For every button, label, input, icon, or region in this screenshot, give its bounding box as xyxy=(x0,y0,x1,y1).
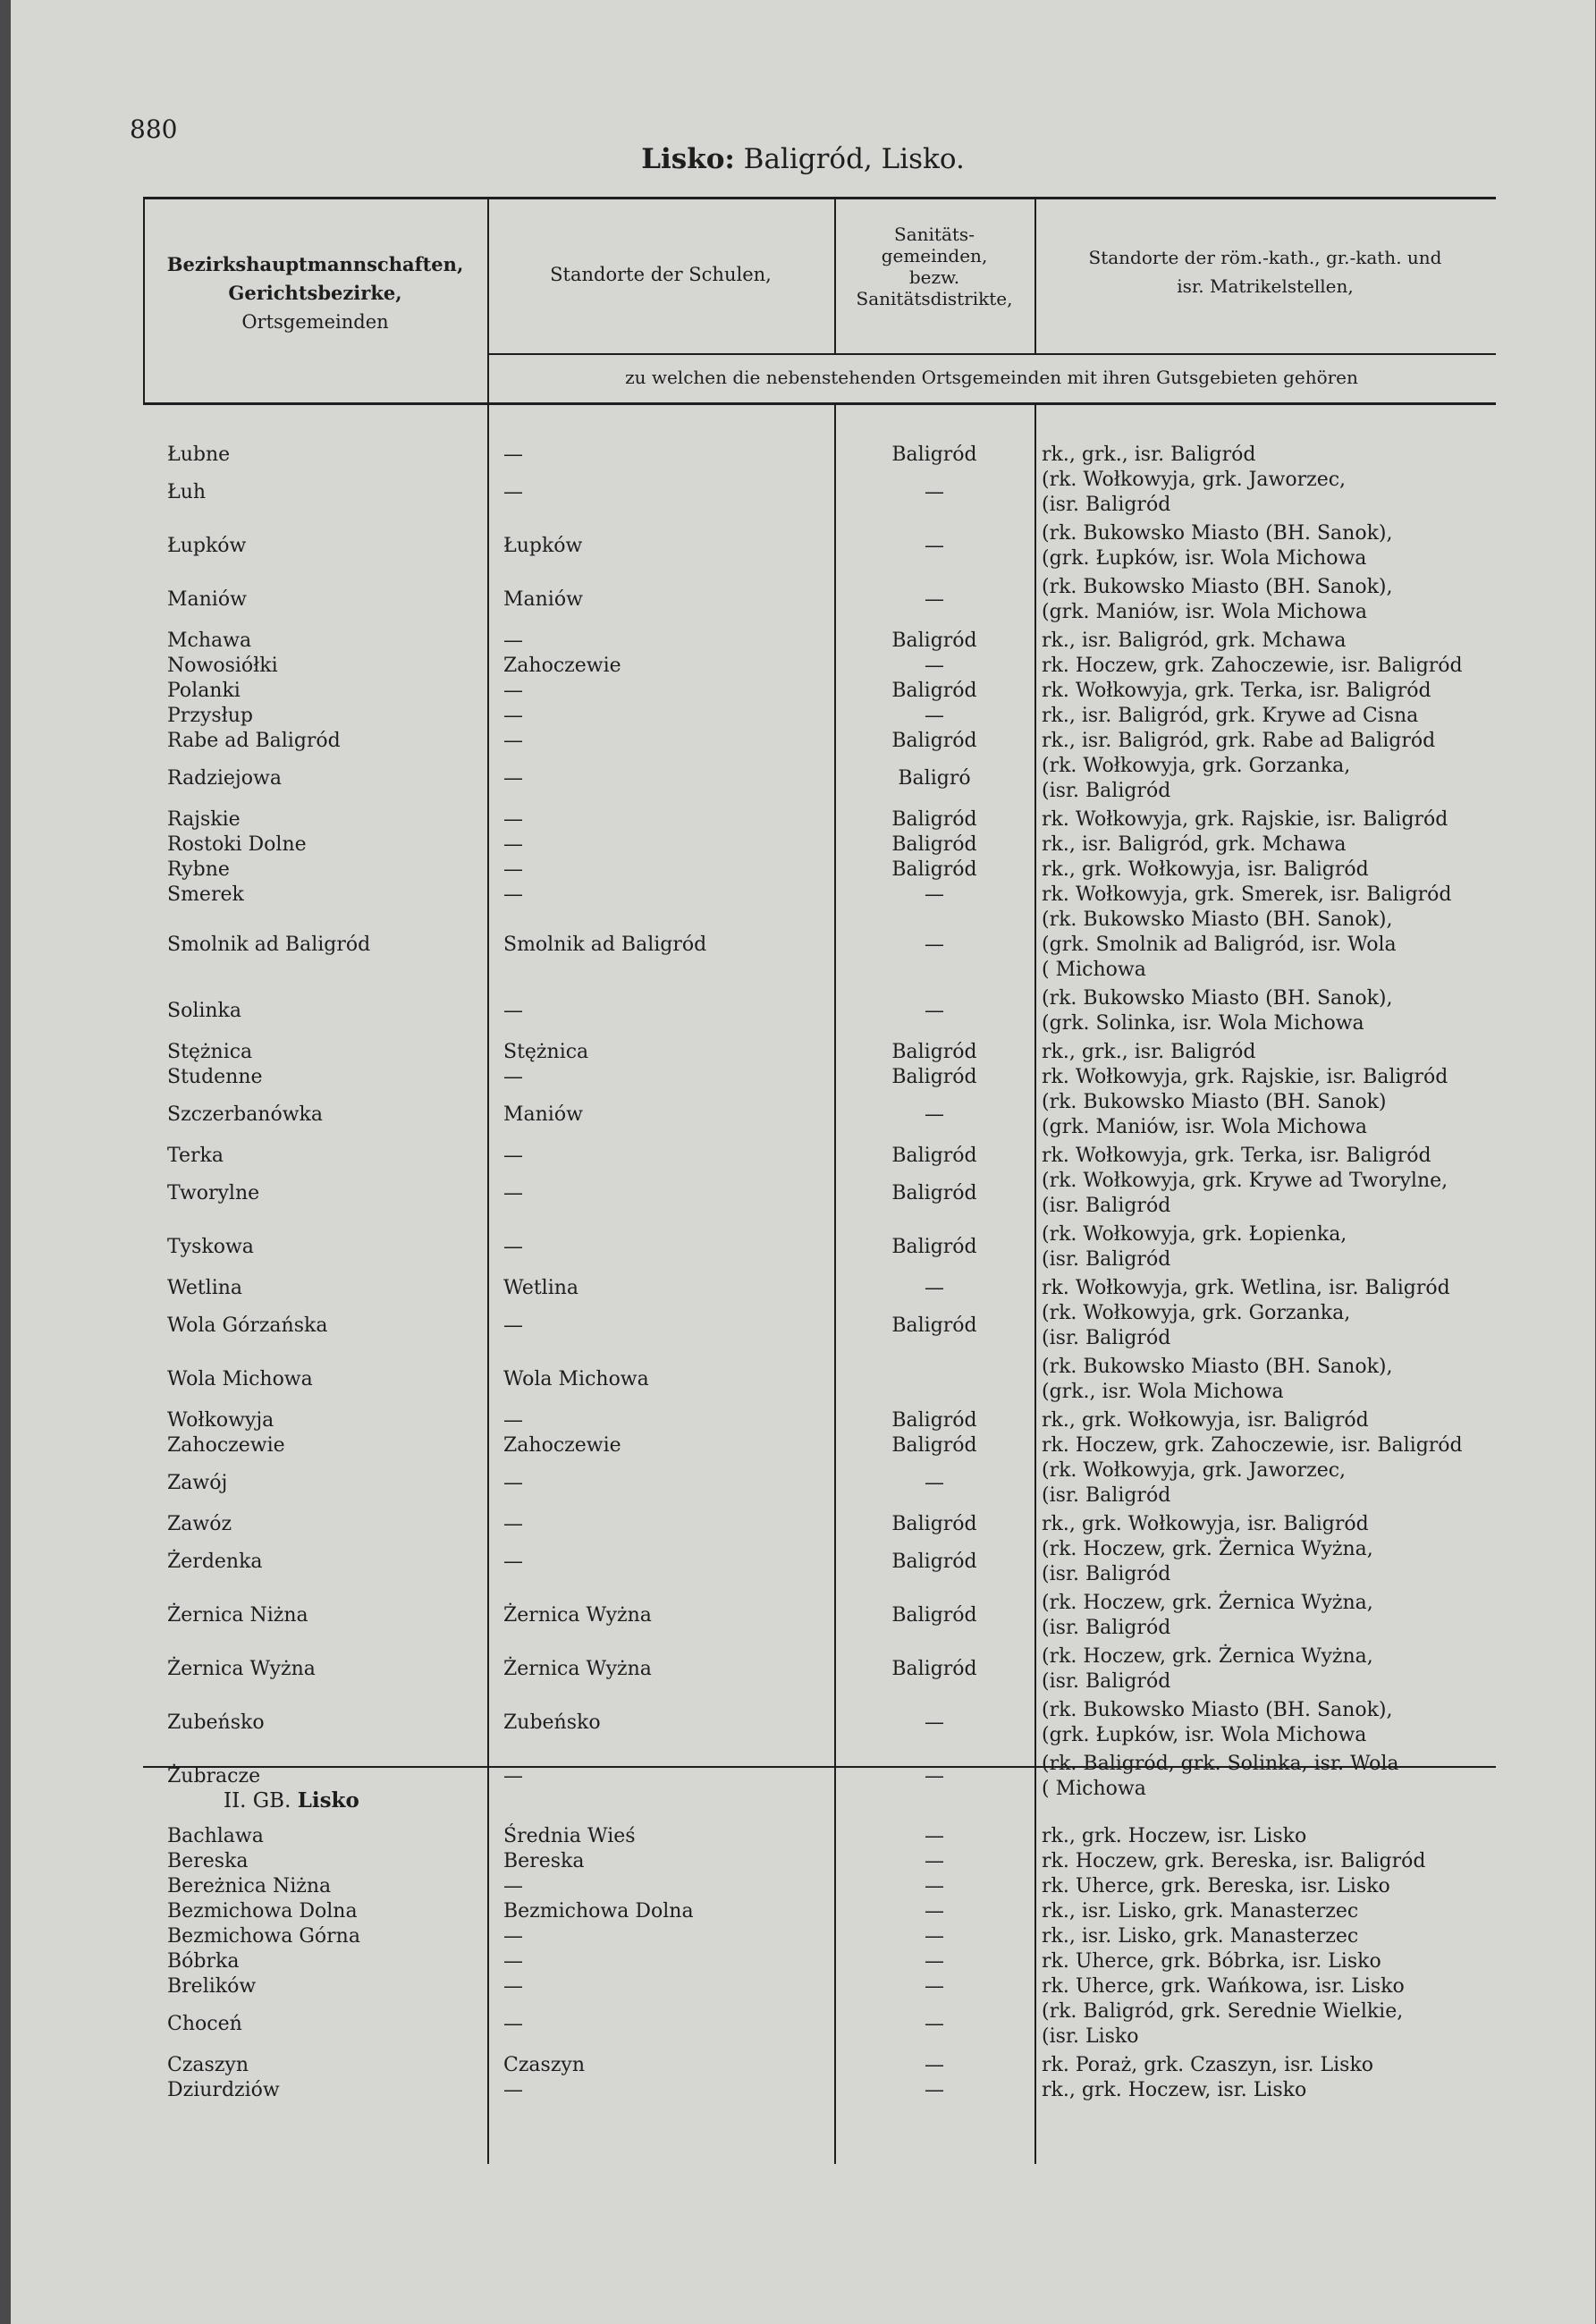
table-row xyxy=(143,1144,1496,1169)
table-row xyxy=(143,1222,1496,1276)
matrikel-line: (rk. Hoczew, grk. Żernica Wyżna, xyxy=(1042,1538,1373,1560)
sanitaet-cell: Baligród xyxy=(891,1513,977,1535)
ortsgemeinde-cell: Łuh xyxy=(167,481,207,503)
table-row xyxy=(143,1276,1496,1301)
sanitaet-cell: Baligród xyxy=(891,680,977,702)
table-row xyxy=(143,1433,1496,1458)
table-row xyxy=(143,1537,1496,1591)
table-top-rule xyxy=(143,197,1496,199)
sanitaet-cell: Baligród xyxy=(891,1551,977,1573)
ortsgemeinde-cell: Radziejowa xyxy=(167,767,282,790)
ortsgemeinde-cell: Wola Górzańska xyxy=(167,1314,328,1337)
schule-cell: Średnia Wieś xyxy=(503,1825,636,1847)
schule-cell: — xyxy=(503,1975,523,1998)
matrikel-line: (rk. Bukowsko Miasto (BH. Sanok), xyxy=(1042,987,1393,1010)
sanitaet-cell: Baligród xyxy=(891,1236,977,1258)
matrikel-line: rk. Wołkowyja, grk. Rajskie, isr. Baligród xyxy=(1042,1066,1448,1088)
schule-cell: — xyxy=(503,1314,523,1337)
group-title xyxy=(143,1779,1496,1824)
table xyxy=(143,197,1496,2164)
matrikel-line: (rk. Wołkowyja, grk. Jaworzec, xyxy=(1042,1459,1347,1482)
matrikel-line: (rk. Hoczew, grk. Żernica Wyżna, xyxy=(1042,1645,1373,1668)
sanitaet-cell: — xyxy=(925,1900,944,1923)
header-matrikel xyxy=(1034,243,1496,300)
table-row xyxy=(143,704,1496,729)
table-row xyxy=(143,1040,1496,1065)
table-row xyxy=(143,1899,1496,1924)
header-sanitaet-line-1: Sanitäts- xyxy=(894,224,975,245)
schule-cell: Zahoczewie xyxy=(503,655,621,677)
ortsgemeinde-cell: Terka xyxy=(167,1145,224,1167)
schule-cell: — xyxy=(503,1765,523,1787)
ortsgemeinde-cell: Wołkowyja xyxy=(167,1409,274,1432)
ortsgemeinde-cell: Żernica Niżna xyxy=(167,1604,308,1627)
schule-cell: — xyxy=(503,808,523,831)
matrikel-line: (isr. Baligród xyxy=(1042,1327,1171,1349)
schule-cell: Czaszyn xyxy=(503,2054,586,2076)
ortsgemeinde-cell: Tyskowa xyxy=(167,1236,254,1258)
header-bezirk xyxy=(143,250,487,336)
ortsgemeinde-cell: Choceń xyxy=(167,2013,242,2035)
schule-cell: — xyxy=(503,2079,523,2101)
rows-group-1 xyxy=(143,443,1496,1805)
ortsgemeinde-cell: Brelików xyxy=(167,1975,257,1998)
schule-cell: Stężnica xyxy=(503,1041,589,1063)
matrikel-line: rk., grk. Wołkowyja, isr. Baligród xyxy=(1042,858,1369,881)
matrikel-line: rk. Wołkowyja, grk. Rajskie, isr. Baligród xyxy=(1042,808,1448,831)
table-row xyxy=(143,1065,1496,1090)
schule-cell: — xyxy=(503,1000,523,1022)
ortsgemeinde-cell: Studenne xyxy=(167,1066,263,1088)
sanitaet-cell: — xyxy=(925,535,944,557)
matrikel-line: rk. Hoczew, grk. Zahoczewie, isr. Baligród xyxy=(1042,1434,1463,1457)
ortsgemeinde-cell: Rajskie xyxy=(167,808,241,831)
table-row xyxy=(143,575,1496,629)
sanitaet-cell: Baligród xyxy=(891,1145,977,1167)
matrikel-line: rk. Wołkowyja, grk. Smerek, isr. Baligród xyxy=(1042,883,1452,906)
schule-cell: Smolnik ad Baligród xyxy=(503,934,707,956)
schule-cell: — xyxy=(503,1182,523,1204)
table-row xyxy=(143,754,1496,807)
ortsgemeinde-cell: Bachlawa xyxy=(167,1825,264,1847)
header-bezirk-line-3: Ortsgemeinden xyxy=(241,311,389,333)
sanitaet-cell: — xyxy=(925,1277,944,1299)
sanitaet-cell: Baligród xyxy=(891,833,977,856)
schule-cell: Żernica Wyżna xyxy=(503,1658,652,1680)
ortsgemeinde-cell: Żubracze xyxy=(167,1765,261,1787)
ortsgemeinde-cell: Bereska xyxy=(167,1850,249,1872)
matrikel-line: (grk. Łupków, isr. Wola Michowa xyxy=(1042,1724,1367,1746)
schule-cell: — xyxy=(503,730,523,752)
matrikel-line: (grk. Solinka, isr. Wola Michowa xyxy=(1042,1012,1364,1035)
matrikel-line: (isr. Baligród xyxy=(1042,494,1171,516)
sanitaet-cell: Baligród xyxy=(891,858,977,881)
ortsgemeinde-cell: Zawóz xyxy=(167,1513,232,1535)
matrikel-line: (rk. Bukowsko Miasto (BH. Sanok), xyxy=(1042,576,1393,598)
table-row xyxy=(143,1849,1496,1874)
ortsgemeinde-cell: Przysłup xyxy=(167,705,254,727)
matrikel-line: (isr. Baligród xyxy=(1042,780,1171,802)
sanitaet-cell: — xyxy=(925,883,944,906)
sanitaet-cell: — xyxy=(925,1850,944,1872)
table-row xyxy=(143,883,1496,908)
ortsgemeinde-cell: Rostoki Dolne xyxy=(167,833,307,856)
matrikel-line: rk., grk. Hoczew, isr. Lisko xyxy=(1042,1825,1307,1847)
ortsgemeinde-cell: Łubne xyxy=(167,444,231,466)
header-span-note: zu welchen die nebenstehenden Ortsgemeinden mit ihren Gutsgebieten gehören xyxy=(625,367,1358,388)
sanitaet-cell: Baligró xyxy=(898,767,971,790)
table-row xyxy=(143,1874,1496,1899)
matrikel-line: rk. Poraż, grk. Czaszyn, isr. Lisko xyxy=(1042,2054,1374,2076)
ortsgemeinde-cell: Mchawa xyxy=(167,630,252,652)
header-matrikel-line-2: isr. Matrikelstellen, xyxy=(1177,275,1354,297)
group-2-rows xyxy=(143,1824,1496,2103)
matrikel-line: (rk. Wołkowyja, grk. Jaworzec, xyxy=(1042,469,1347,491)
sanitaet-cell: — xyxy=(925,655,944,677)
matrikel-line: rk., isr. Baligród, grk. Mchawa xyxy=(1042,833,1347,856)
schule-cell: Zubeńsko xyxy=(503,1711,601,1734)
sanitaet-cell: Baligród xyxy=(891,1604,977,1627)
page-number: 880 xyxy=(130,114,178,144)
ortsgemeinde-cell: Rabe ad Baligród xyxy=(167,730,341,752)
sanitaet-cell: — xyxy=(925,1950,944,1973)
sanitaet-cell: — xyxy=(925,588,944,611)
table-row xyxy=(143,1591,1496,1644)
matrikel-line: (rk. Bukowsko Miasto (BH. Sanok), xyxy=(1042,1356,1393,1378)
table-row xyxy=(143,521,1496,575)
schule-cell: — xyxy=(503,883,523,906)
matrikel-line: (rk. Hoczew, grk. Żernica Wyżna, xyxy=(1042,1592,1373,1614)
matrikel-line: (isr. Baligród xyxy=(1042,1563,1171,1585)
schule-cell: Wola Michowa xyxy=(503,1368,649,1390)
sanitaet-cell: — xyxy=(925,1765,944,1787)
schule-cell: — xyxy=(503,1513,523,1535)
table-row xyxy=(143,1355,1496,1408)
title-rest: Baligród, Lisko. xyxy=(734,143,965,175)
header-sanitaet-line-2: gemeinden, xyxy=(881,245,988,266)
table-row xyxy=(143,729,1496,754)
matrikel-line: ( Michowa xyxy=(1042,1778,1146,1800)
matrikel-line: (rk. Wołkowyja, grk. Łopienka, xyxy=(1042,1223,1347,1246)
ortsgemeinde-cell: Żernica Wyżna xyxy=(167,1658,316,1680)
sanitaet-cell: Baligród xyxy=(891,1041,977,1063)
schule-cell: — xyxy=(503,444,523,466)
table-row xyxy=(143,986,1496,1040)
sanitaet-cell: — xyxy=(925,1975,944,1998)
matrikel-line: (rk. Wołkowyja, grk. Gorzanka, xyxy=(1042,755,1351,777)
ortsgemeinde-cell: Zubeńsko xyxy=(167,1711,265,1734)
matrikel-line: rk., grk., isr. Baligród xyxy=(1042,444,1256,466)
sanitaet-cell: Baligród xyxy=(891,1434,977,1457)
matrikel-line: rk. Uherce, grk. Bóbrka, isr. Lisko xyxy=(1042,1950,1381,1973)
ortsgemeinde-cell: Zawój xyxy=(167,1472,228,1494)
ortsgemeinde-cell: Maniów xyxy=(167,588,247,611)
schule-cell: Maniów xyxy=(503,1103,583,1126)
table-row xyxy=(143,832,1496,858)
schule-cell: — xyxy=(503,767,523,790)
ortsgemeinde-cell: Bóbrka xyxy=(167,1950,240,1973)
schule-cell: Bereska xyxy=(503,1850,585,1872)
matrikel-line: (grk. Łupków, isr. Wola Michowa xyxy=(1042,547,1367,570)
table-row xyxy=(143,1090,1496,1144)
sanitaet-cell: — xyxy=(925,2079,944,2101)
table-row xyxy=(143,1301,1496,1355)
matrikel-line: rk., grk. Wołkowyja, isr. Baligród xyxy=(1042,1409,1369,1432)
ortsgemeinde-cell: Rybne xyxy=(167,858,230,881)
table-row xyxy=(143,1974,1496,1999)
sanitaet-cell: Baligród xyxy=(891,1314,977,1337)
schule-cell: — xyxy=(503,858,523,881)
sanitaet-cell: Baligród xyxy=(891,808,977,831)
sanitaet-cell: Baligród xyxy=(891,444,977,466)
schule-cell: — xyxy=(503,1066,523,1088)
document-page xyxy=(11,0,1595,2324)
matrikel-line: (rk. Wołkowyja, grk. Krywe ad Tworylne, xyxy=(1042,1170,1448,1192)
table-row xyxy=(143,1949,1496,1974)
schule-cell: Zahoczewie xyxy=(503,1434,621,1457)
matrikel-line: rk., isr. Baligród, grk. Rabe ad Baligród xyxy=(1042,730,1436,752)
sanitaet-cell: — xyxy=(925,481,944,503)
matrikel-line: (grk. Maniów, isr. Wola Michowa xyxy=(1042,1116,1367,1138)
schule-cell: — xyxy=(503,630,523,652)
schule-cell: Maniów xyxy=(503,588,583,611)
matrikel-line: rk. Wołkowyja, grk. Wetlina, isr. Baligród xyxy=(1042,1277,1450,1299)
matrikel-line: (grk., isr. Wola Michowa xyxy=(1042,1381,1284,1403)
matrikel-line: rk., grk. Wołkowyja, isr. Baligród xyxy=(1042,1513,1369,1535)
rows-group-2 xyxy=(143,1779,1496,2103)
matrikel-line: rk. Wołkowyja, grk. Terka, isr. Baligród xyxy=(1042,1145,1431,1167)
sanitaet-cell: — xyxy=(925,1000,944,1022)
schule-cell: Wetlina xyxy=(503,1277,579,1299)
ortsgemeinde-cell: Żerdenka xyxy=(167,1551,263,1573)
table-row xyxy=(143,1169,1496,1222)
schule-cell: — xyxy=(503,1950,523,1973)
table-row xyxy=(143,1924,1496,1949)
sanitaet-cell: — xyxy=(925,1472,944,1494)
header-schulen: Standorte der Schulen, xyxy=(550,264,772,285)
matrikel-line: (isr. Baligród xyxy=(1042,1670,1171,1693)
table-row xyxy=(143,807,1496,832)
matrikel-line: (grk. Smolnik ad Baligród, isr. Wola xyxy=(1042,934,1397,956)
ortsgemeinde-cell: Stężnica xyxy=(167,1041,253,1063)
schule-cell: — xyxy=(503,1236,523,1258)
schule-cell: — xyxy=(503,1925,523,1948)
sanitaet-cell: — xyxy=(925,1875,944,1897)
matrikel-line: rk. Hoczew, grk. Bereska, isr. Baligród xyxy=(1042,1850,1426,1872)
matrikel-line: (isr. Lisko xyxy=(1042,2025,1139,2048)
ortsgemeinde-cell: Wetlina xyxy=(167,1277,243,1299)
matrikel-line: (isr. Baligród xyxy=(1042,1248,1171,1271)
matrikel-line: rk., isr. Baligród, grk. Mchawa xyxy=(1042,630,1347,652)
header-sanitaet-line-4: Sanitätsdistrikte, xyxy=(856,288,1013,309)
matrikel-line: ( Michowa xyxy=(1042,959,1146,981)
sanitaet-cell: — xyxy=(925,705,944,727)
matrikel-line: (rk. Wołkowyja, grk. Gorzanka, xyxy=(1042,1302,1351,1324)
sanitaet-cell: — xyxy=(925,1103,944,1126)
ortsgemeinde-cell: Solinka xyxy=(167,1000,242,1022)
sanitaet-cell: Baligród xyxy=(891,1658,977,1680)
table-row xyxy=(143,858,1496,883)
schule-cell: — xyxy=(503,705,523,727)
schule-cell: — xyxy=(503,1551,523,1573)
ortsgemeinde-cell: Polanki xyxy=(167,680,241,702)
matrikel-line: rk., isr. Lisko, grk. Manasterzec xyxy=(1042,1925,1359,1948)
table-row xyxy=(143,1512,1496,1537)
matrikel-line: rk. Uherce, grk. Wańkowa, isr. Lisko xyxy=(1042,1975,1405,1998)
ortsgemeinde-cell: Szczerbanówka xyxy=(167,1103,324,1126)
matrikel-line: rk., isr. Baligród, grk. Krywe ad Cisna xyxy=(1042,705,1419,727)
matrikel-line: rk. Hoczew, grk. Zahoczewie, isr. Baligród xyxy=(1042,655,1463,677)
matrikel-line: rk. Wołkowyja, grk. Terka, isr. Baligród xyxy=(1042,680,1431,702)
table-row xyxy=(143,679,1496,704)
schule-cell: — xyxy=(503,833,523,856)
schule-cell: — xyxy=(503,1875,523,1897)
schule-cell: — xyxy=(503,1472,523,1494)
ortsgemeinde-cell: Łupków xyxy=(167,535,247,557)
ortsgemeinde-cell: Czaszyn xyxy=(167,2054,249,2076)
schule-cell: — xyxy=(503,481,523,503)
matrikel-line: rk., isr. Lisko, grk. Manasterzec xyxy=(1042,1900,1359,1923)
table-row xyxy=(143,908,1496,986)
ortsgemeinde-cell: Smolnik ad Baligród xyxy=(167,934,371,956)
ortsgemeinde-cell: Zahoczewie xyxy=(167,1434,285,1457)
sanitaet-cell: — xyxy=(925,2013,944,2035)
matrikel-line: (rk. Baligród, grk. Serednie Wielkie, xyxy=(1042,2000,1404,2023)
schule-cell: — xyxy=(503,1409,523,1432)
table-row xyxy=(143,1644,1496,1698)
matrikel-line: (rk. Bukowsko Miasto (BH. Sanok) xyxy=(1042,1091,1387,1113)
schule-cell: — xyxy=(503,680,523,702)
sanitaet-cell: Baligród xyxy=(891,730,977,752)
table-row xyxy=(143,2078,1496,2103)
matrikel-line: (rk. Baligród, grk. Solinka, isr. Wola xyxy=(1042,1753,1399,1775)
page-title xyxy=(11,143,1595,175)
table-row xyxy=(143,443,1496,468)
sanitaet-cell: — xyxy=(925,1825,944,1847)
schule-cell: Żernica Wyżna xyxy=(503,1604,652,1627)
table-row xyxy=(143,629,1496,654)
ortsgemeinde-cell: Wola Michowa xyxy=(167,1368,313,1390)
table-row xyxy=(143,1698,1496,1752)
sanitaet-cell: Baligród xyxy=(891,1066,977,1088)
sanitaet-cell: — xyxy=(925,1711,944,1734)
matrikel-line: (rk. Bukowsko Miasto (BH. Sanok), xyxy=(1042,1699,1393,1721)
matrikel-line: (isr. Baligród xyxy=(1042,1195,1171,1217)
table-row xyxy=(143,1824,1496,1849)
ortsgemeinde-cell: Bezmichowa Dolna xyxy=(167,1900,358,1923)
group-title-plain: II. GB. xyxy=(224,1789,298,1813)
schule-cell: Bezmichowa Dolna xyxy=(503,1900,694,1923)
matrikel-line: rk., grk., isr. Baligród xyxy=(1042,1041,1256,1063)
ortsgemeinde-cell: Tworylne xyxy=(167,1182,260,1204)
matrikel-line: (rk. Bukowsko Miasto (BH. Sanok), xyxy=(1042,522,1393,545)
table-row xyxy=(143,2053,1496,2078)
sanitaet-cell: Baligród xyxy=(891,630,977,652)
ortsgemeinde-cell: Smerek xyxy=(167,883,244,906)
header-matrikel-line-1: Standorte der röm.-kath., gr.-kath. und xyxy=(1088,247,1442,268)
header-sanitaet xyxy=(834,224,1034,309)
schule-cell: — xyxy=(503,1145,523,1167)
matrikel-line: (grk. Maniów, isr. Wola Michowa xyxy=(1042,601,1367,623)
schule-cell: — xyxy=(503,2013,523,2035)
schule-cell: Łupków xyxy=(503,535,583,557)
header-bottom-rule xyxy=(143,402,1496,405)
table-row xyxy=(143,1999,1496,2053)
sanitaet-cell: Baligród xyxy=(891,1182,977,1204)
ortsgemeinde-cell: Bezmichowa Górna xyxy=(167,1925,360,1948)
header-sanitaet-line-3: bezw. xyxy=(908,266,960,288)
table-row xyxy=(143,1458,1496,1512)
sanitaet-cell: — xyxy=(925,2054,944,2076)
ortsgemeinde-cell: Dziurdziów xyxy=(167,2079,280,2101)
table-row xyxy=(143,654,1496,679)
ortsgemeinde-cell: Bereżnica Niżna xyxy=(167,1875,332,1897)
matrikel-line: (isr. Baligród xyxy=(1042,1484,1171,1507)
matrikel-line: (isr. Baligród xyxy=(1042,1617,1171,1639)
matrikel-line: rk. Uherce, grk. Bereska, isr. Lisko xyxy=(1042,1875,1390,1897)
sanitaet-cell: — xyxy=(925,1925,944,1948)
table-row xyxy=(143,1408,1496,1433)
matrikel-line: rk., grk. Hoczew, isr. Lisko xyxy=(1042,2079,1307,2101)
matrikel-line: (rk. Bukowsko Miasto (BH. Sanok), xyxy=(1042,908,1393,931)
header-bezirk-line-2: Gerichtsbezirke, xyxy=(228,282,402,304)
group-title-bold: Lisko xyxy=(297,1788,359,1813)
sanitaet-cell: — xyxy=(925,934,944,956)
header-span-rule xyxy=(487,353,1496,355)
sanitaet-cell: Baligród xyxy=(891,1409,977,1432)
header-bezirk-line-1: Bezirkshauptmannschaften, xyxy=(166,253,464,275)
ortsgemeinde-cell: Nowosiółki xyxy=(167,655,278,677)
table-row xyxy=(143,468,1496,521)
title-district: Lisko: xyxy=(641,143,735,175)
